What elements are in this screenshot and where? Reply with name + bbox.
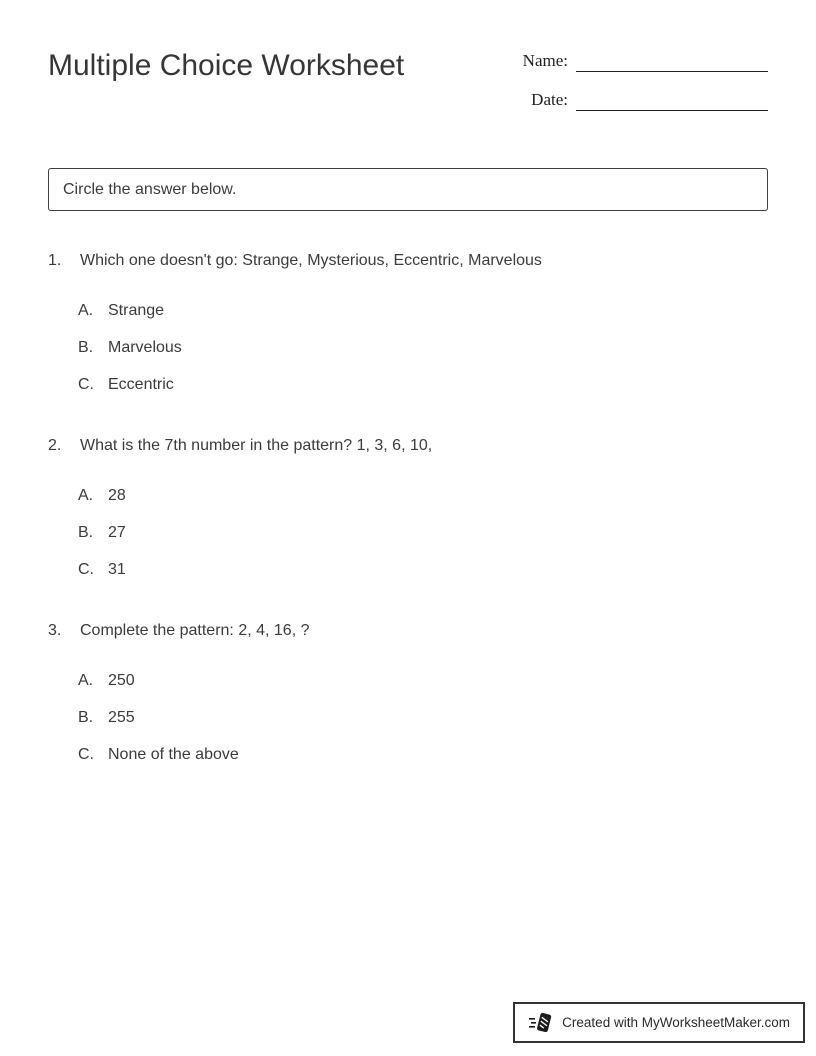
footer-credit-text: Created with MyWorksheetMaker.com xyxy=(562,1015,790,1030)
option-letter: B. xyxy=(78,709,94,726)
options-list xyxy=(78,485,768,581)
option-b xyxy=(78,522,768,544)
option-letter: C. xyxy=(78,746,94,763)
option-letter: C. xyxy=(78,376,94,393)
option-a xyxy=(78,670,768,692)
option-a xyxy=(78,485,768,507)
name-blank-line xyxy=(576,50,768,72)
options-list xyxy=(78,300,768,396)
option-c xyxy=(78,374,768,396)
option-letter: B. xyxy=(78,524,94,541)
option-text: 31 xyxy=(108,561,126,578)
question-number: 1. xyxy=(48,252,62,269)
question-1 xyxy=(48,250,768,411)
option-a xyxy=(78,300,768,322)
question-line xyxy=(48,435,768,457)
name-date-block xyxy=(523,50,768,128)
question-number: 2. xyxy=(48,437,62,454)
page-title: Multiple Choice Worksheet xyxy=(48,49,405,82)
option-text: Marvelous xyxy=(108,339,182,356)
option-letter: C. xyxy=(78,561,94,578)
question-2 xyxy=(48,435,768,596)
options-list xyxy=(78,670,768,766)
option-b xyxy=(78,337,768,359)
option-c xyxy=(78,559,768,581)
option-text: None of the above xyxy=(108,746,239,763)
myworksheetmaker-logo-icon xyxy=(528,1010,554,1036)
option-b xyxy=(78,707,768,729)
question-line xyxy=(48,250,768,272)
date-blank-line xyxy=(576,89,768,111)
question-text: What is the 7th number in the pattern? 1, 3, 6, 10, xyxy=(80,437,433,454)
name-label: Name: xyxy=(522,51,568,70)
date-row xyxy=(523,89,768,111)
instruction-text: Circle the answer below. xyxy=(63,180,237,198)
option-text: 250 xyxy=(108,672,135,689)
date-label: Date: xyxy=(531,90,568,109)
option-text: 255 xyxy=(108,709,135,726)
option-letter: A. xyxy=(78,302,94,319)
question-text: Complete the pattern: 2, 4, 16, ? xyxy=(80,622,310,639)
option-text: Strange xyxy=(108,302,165,319)
option-text: 27 xyxy=(108,524,126,541)
question-text: Which one doesn't go: Strange, Mysterious, Eccentric, Marvelous xyxy=(80,252,542,269)
question-number: 3. xyxy=(48,622,62,639)
created-with-badge[interactable] xyxy=(513,1002,805,1043)
worksheet-header xyxy=(48,48,768,128)
option-text: Eccentric xyxy=(108,376,174,393)
option-c xyxy=(78,744,768,766)
name-row xyxy=(523,50,768,72)
option-text: 28 xyxy=(108,487,126,504)
question-3 xyxy=(48,620,768,781)
instruction-box xyxy=(48,168,768,211)
option-letter: A. xyxy=(78,672,94,689)
option-letter: A. xyxy=(78,487,94,504)
question-line xyxy=(48,620,768,642)
option-letter: B. xyxy=(78,339,94,356)
